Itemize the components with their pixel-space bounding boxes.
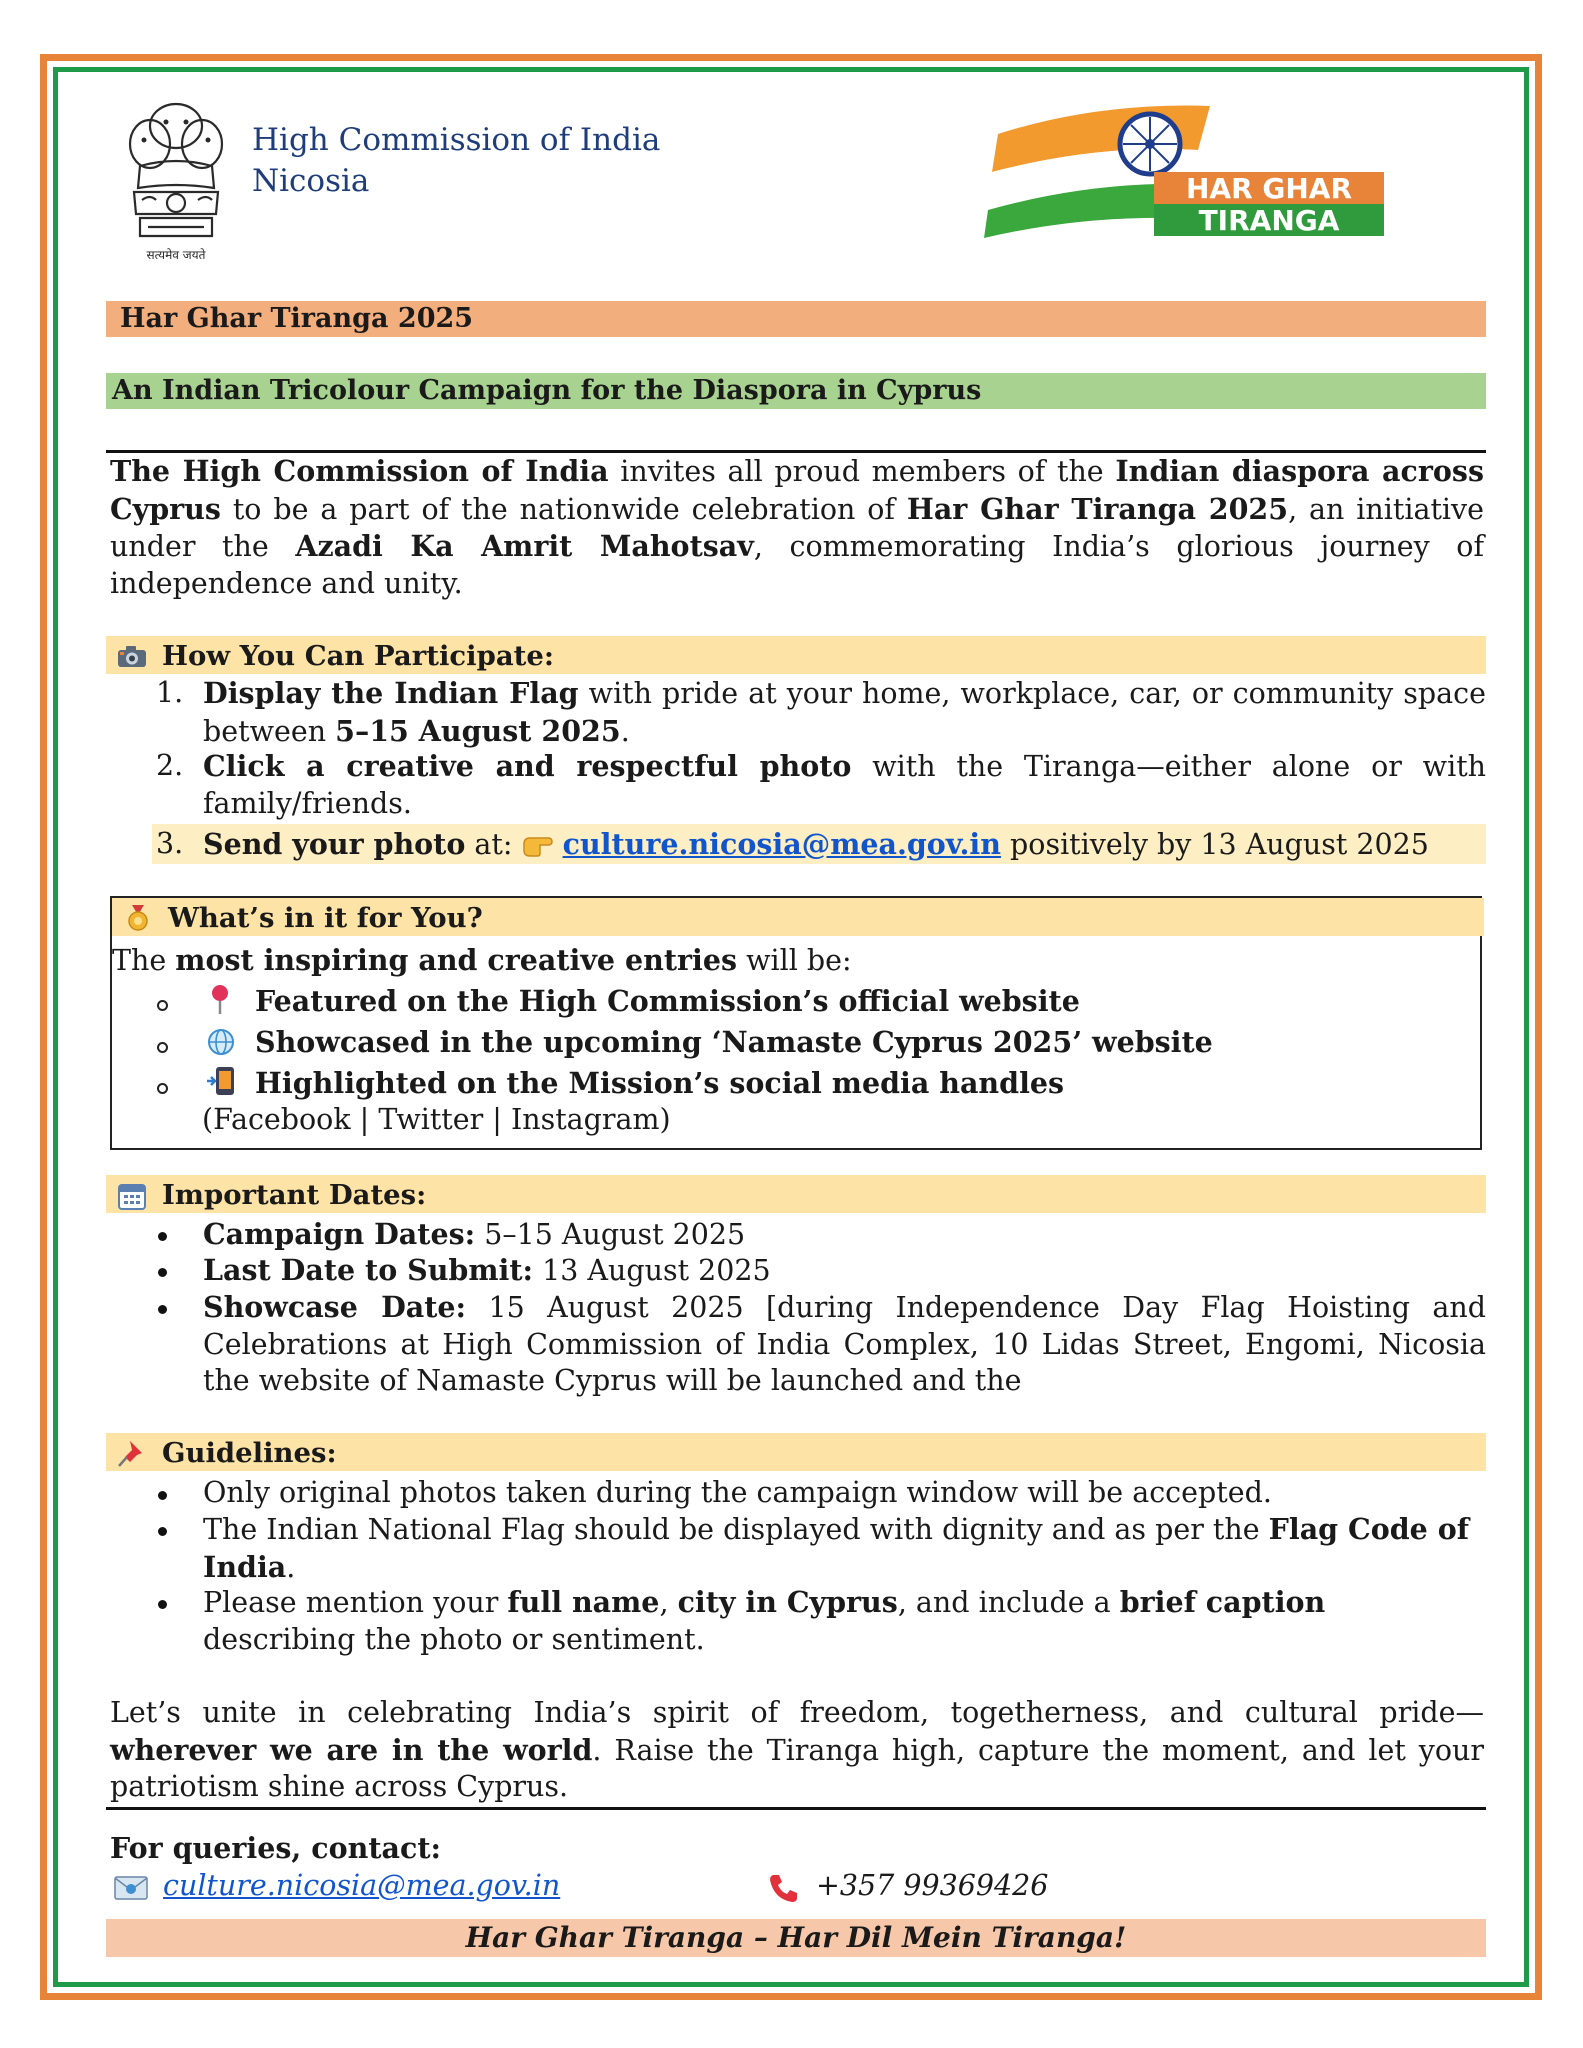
har-ghar-tiranga-logo	[978, 92, 1388, 242]
org-line-1: High Commission of India	[252, 122, 661, 158]
closing-paragraph: Let’s unite in celebrating India’s spirit of freedom, togetherness, and cultural pride—wherever we are in the world. Raise the Tiranga high, capture the moment, and let your patriotism shine across Cyprus.	[110, 1696, 1485, 1803]
guideline-2: The Indian National Flag should be displayed with dignity and as per the Flag Code of India.	[203, 1512, 1469, 1584]
date-item-1: Campaign Dates: 5–15 August 2025	[203, 1217, 746, 1251]
guideline-1: Only original photos taken during the campaign window will be accepted.	[203, 1476, 1272, 1509]
bullet-dot	[158, 1491, 167, 1500]
mobile-icon	[206, 1066, 238, 1096]
participate-email-link[interactable]: culture.nicosia@mea.gov.in	[562, 827, 1001, 861]
intro-paragraph: The High Commission of India invites all proud members of the Indian diaspora across Cyprus to be a part of the nationwide celebration of Har Ghar Tiranga 2025, an initiative under the Azadi Ka Amrit Mahotsav, commemorating India’s glorious journey of independence and unity.	[110, 454, 1484, 600]
contact-email-link[interactable]: culture.nicosia@mea.gov.in	[163, 1869, 561, 1902]
pointing-hand-icon	[522, 832, 554, 858]
title-band: Har Ghar Tiranga 2025	[106, 301, 1486, 337]
date-item-2: Last Date to Submit: 13 August 2025	[203, 1253, 771, 1287]
guideline-3: Please mention your full name, city in Cyprus, and include a brief caption describing the photo or sentiment.	[203, 1585, 1326, 1656]
organisation-name	[252, 120, 660, 202]
globe-icon	[206, 1027, 236, 1057]
envelope-icon	[114, 1875, 148, 1901]
divider-bottom	[106, 1807, 1486, 1810]
calendar-icon	[116, 1180, 148, 1210]
dates-heading: Important Dates:	[106, 1175, 1486, 1213]
national-emblem	[120, 96, 232, 266]
participate-item-3: 3. Send your photo at: culture.nicosia@mea.gov.in positively by 13 August 2025	[152, 824, 1486, 864]
contact-heading: For queries, contact:	[110, 1831, 442, 1865]
participate-item-2: 2. Click a creative and respectful photo with the Tiranga—either alone or with family/friends.	[156, 749, 1486, 820]
participate-heading: How You Can Participate:	[106, 636, 1486, 674]
benefit-item-1: Featured on the High Commission’s official website	[255, 984, 1080, 1018]
bullet-dot	[158, 1232, 167, 1241]
bullet-dot	[158, 1527, 167, 1536]
camera-icon	[116, 643, 148, 669]
phone-icon	[768, 1872, 800, 1904]
bullet-circle	[157, 1000, 168, 1011]
contact-phone: +357 99369426	[816, 1869, 1049, 1902]
bullet-circle	[157, 1083, 168, 1094]
medal-icon	[122, 905, 154, 931]
org-line-2: Nicosia	[252, 163, 370, 199]
benefit-item-3: Highlighted on the Mission’s social media handles	[255, 1066, 1065, 1100]
bullet-dot	[158, 1600, 167, 1609]
bullet-dot	[158, 1305, 167, 1314]
pushpin-icon	[116, 1437, 148, 1467]
bullet-circle	[157, 1042, 168, 1053]
benefits-intro: The most inspiring and creative entries will be:	[112, 943, 852, 977]
svg-text:TIRANGA: TIRANGA	[1198, 204, 1340, 237]
benefit-item-2: Showcased in the upcoming ‘Namaste Cyprus 2025’ website	[255, 1025, 1213, 1059]
subtitle-band: An Indian Tricolour Campaign for the Diaspora in Cyprus	[106, 373, 1486, 409]
guidelines-heading: Guidelines:	[106, 1433, 1486, 1471]
social-handles: (Facebook | Twitter | Instagram)	[202, 1103, 671, 1136]
svg-text:HAR GHAR: HAR GHAR	[1185, 172, 1353, 205]
pin-icon	[207, 983, 233, 1015]
participate-item-1: 1. Display the Indian Flag with pride at your home, workplace, car, or community space between 5–15 August 2025.	[156, 676, 1486, 748]
date-item-3: Showcase Date: 15 August 2025 [during Independence Day Flag Hoisting and Celebrations at High Commission of India Complex, 10 Lidas Street, Engomi, Nicosia the website of Namaste Cyprus will be launched and the	[203, 1290, 1487, 1397]
bullet-dot	[158, 1268, 167, 1277]
benefits-heading: What’s in it for You?	[112, 898, 1484, 936]
footer-slogan: Har Ghar Tiranga – Har Dil Mein Tiranga!	[106, 1919, 1486, 1957]
svg-text:सत्यमेव जयते: सत्यमेव जयते	[146, 248, 206, 262]
